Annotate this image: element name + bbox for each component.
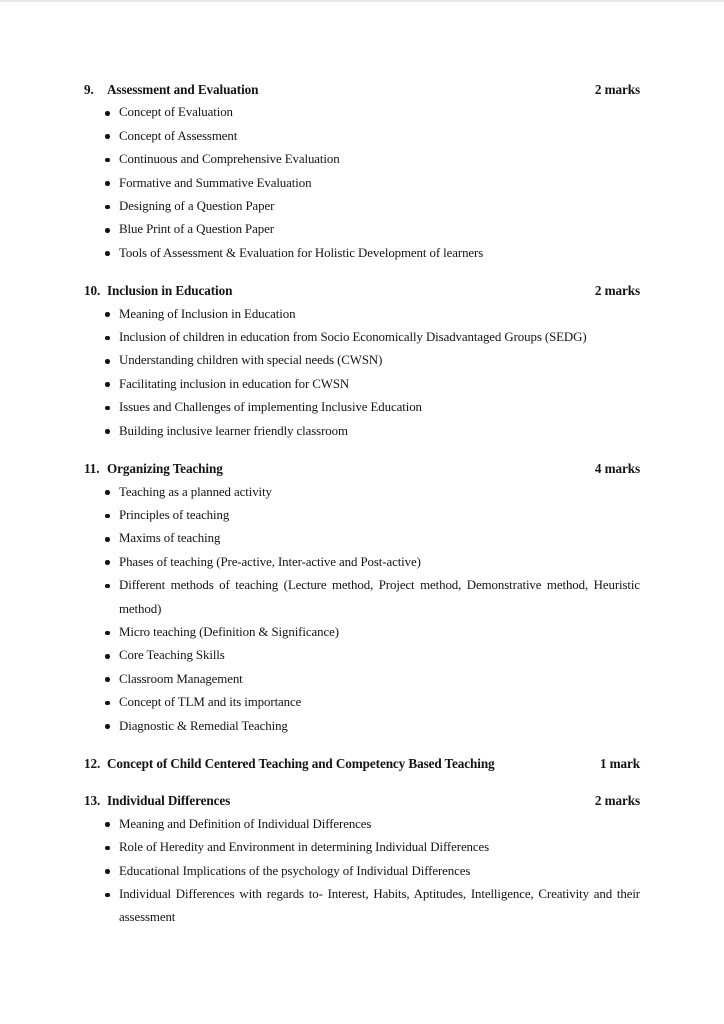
- bullet-item: Understanding children with special needs (CWSN): [119, 349, 640, 372]
- section-header: [84, 789, 640, 812]
- bullet-item: Concept of TLM and its importance: [119, 691, 640, 714]
- bullet-item: Building inclusive learner friendly classroom: [119, 420, 640, 443]
- section-header: [84, 78, 640, 101]
- section-number: 11.: [84, 461, 100, 477]
- bullet-item: Inclusion of children in education from Socio Economically Disadvantaged Groups (SEDG): [119, 326, 640, 349]
- bullet-item: Designing of a Question Paper: [119, 195, 640, 218]
- bullet-item: Micro teaching (Definition & Significance): [119, 621, 640, 644]
- section-title: Individual Differences: [107, 793, 231, 809]
- bullet-item: Continuous and Comprehensive Evaluation: [119, 148, 640, 171]
- section-number: 13.: [84, 793, 101, 809]
- scan-artifact-top-edge: [0, 0, 724, 2]
- bullet-item: Concept of Assessment: [119, 125, 640, 148]
- section-number: 10.: [84, 283, 101, 299]
- section-title: Organizing Teaching: [107, 461, 223, 477]
- bullet-item: Teaching as a planned activity: [119, 481, 640, 504]
- syllabus-section: [84, 789, 640, 929]
- section-marks-label: 2 marks: [594, 82, 640, 97]
- bullet-item: Classroom Management: [119, 668, 640, 691]
- bullet-item: Meaning and Definition of Individual Differences: [119, 813, 640, 836]
- section-bullets: [84, 303, 640, 443]
- section-title: Assessment and Evaluation: [107, 82, 259, 97]
- section-header: [84, 457, 640, 480]
- section-number: 12.: [84, 755, 101, 771]
- bullet-item: Maxims of teaching: [119, 527, 640, 550]
- bullet-item: Different methods of teaching (Lecture method, Project method, Demonstrative method, Heuristic method): [119, 574, 640, 621]
- syllabus-section: [84, 279, 640, 443]
- bullet-item: Role of Heredity and Environment in determining Individual Differences: [119, 836, 640, 859]
- bullet-item: Phases of teaching (Pre-active, Inter-active and Post-active): [119, 551, 640, 574]
- syllabus-section: [84, 457, 640, 738]
- bullet-item: Principles of teaching: [119, 504, 640, 527]
- section-marks-label: 2 marks: [594, 793, 640, 809]
- section-list: [84, 78, 640, 930]
- bullet-item: Diagnostic & Remedial Teaching: [119, 715, 640, 738]
- section-marks-label: 1 mark: [599, 755, 640, 771]
- bullet-item: Tools of Assessment & Evaluation for Holistic Development of learners: [119, 242, 640, 265]
- bullet-item: Formative and Summative Evaluation: [119, 172, 640, 195]
- section-marks-label: 4 marks: [594, 461, 640, 477]
- section-marks-label: 2 marks: [594, 283, 640, 299]
- bullet-item: Meaning of Inclusion in Education: [119, 303, 640, 326]
- section-number: 9.: [84, 82, 94, 97]
- section-header: [84, 752, 640, 775]
- section-bullets: [84, 813, 640, 930]
- section-title: Inclusion in Education: [107, 283, 233, 299]
- bullet-item: Blue Print of a Question Paper: [119, 218, 640, 241]
- section-title: Concept of Child Centered Teaching and Competency Based Teaching: [107, 755, 495, 771]
- section-header: [84, 279, 640, 302]
- bullet-item: Individual Differences with regards to- Interest, Habits, Aptitudes, Intelligence, Creativity and their assessment: [119, 883, 640, 930]
- bullet-item: Issues and Challenges of implementing Inclusive Education: [119, 396, 640, 419]
- section-bullets: [84, 101, 640, 265]
- bullet-item: Educational Implications of the psychology of Individual Differences: [119, 860, 640, 883]
- syllabus-section: [84, 78, 640, 265]
- bullet-item: Concept of Evaluation: [119, 101, 640, 124]
- syllabus-section: [84, 752, 640, 775]
- section-bullets: [84, 481, 640, 738]
- bullet-item: Core Teaching Skills: [119, 644, 640, 667]
- bullet-item: Facilitating inclusion in education for CWSN: [119, 373, 640, 396]
